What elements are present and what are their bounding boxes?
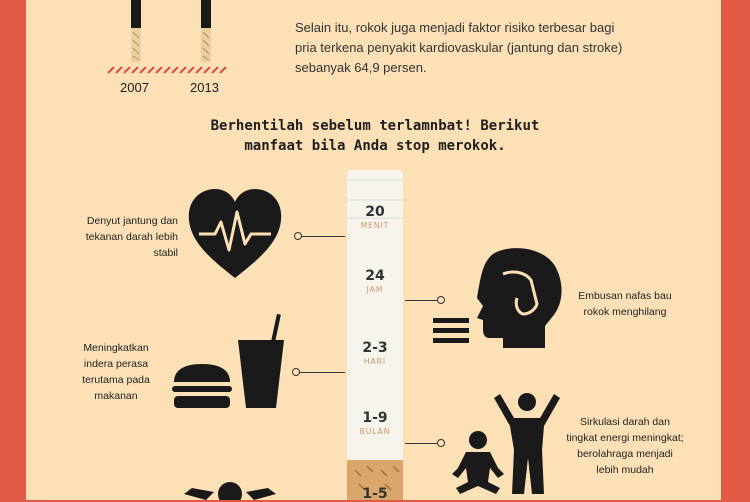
timeline-number: 1-5	[362, 486, 388, 502]
connector-dot	[292, 368, 300, 376]
head-breathing-icon	[433, 244, 568, 352]
connector-line	[298, 372, 345, 373]
headline-line: Berhentilah sebelum terlamnbat! Berikut	[210, 118, 540, 134]
year-label: 2013	[190, 80, 219, 95]
timeline-number: 24	[365, 268, 385, 284]
timeline-number: 2-3	[362, 340, 388, 356]
connector-line	[300, 236, 345, 237]
baseline-bar	[108, 67, 230, 73]
headline-line: manfaat bila Anda stop merokok.	[244, 138, 506, 154]
timeline-number: 1-9	[362, 410, 388, 426]
connector-line	[405, 443, 441, 444]
cigarette-icon	[131, 0, 141, 62]
person-icon	[184, 478, 284, 500]
heart-pulse-icon	[185, 186, 285, 281]
intro-text: Selain itu, rokok juga menjadi faktor risiko terbesar bagi pria terkena penyakit kardiovaskular (jantung dan stroke) sebanyak 64,9 persen.	[295, 20, 623, 75]
cigarette-chart	[100, 0, 230, 80]
cigarette-icon	[201, 0, 211, 62]
timeline-unit: JAM	[366, 285, 384, 294]
benefit-taste: Meningkatkan indera perasa terutama pada makanan	[82, 342, 150, 402]
timeline-unit: BULAN	[359, 427, 391, 436]
benefit-breath: Embusan nafas bau rokok menghilang	[578, 290, 672, 318]
benefit-circulation: Sirkulasi darah dan tingkat energi meningkat; berolahraga menjadi lebih mudah	[566, 416, 684, 476]
headline	[130, 116, 620, 156]
exercise-icon	[452, 392, 562, 500]
timeline-number: 20	[365, 204, 385, 220]
benefit-heart: Denyut jantung dan tekanan darah lebih stabil	[85, 215, 178, 259]
connector-dot	[437, 439, 445, 447]
timeline-unit: HARI	[363, 357, 387, 366]
timeline-unit: MENIT	[360, 221, 390, 230]
connector-dot	[294, 232, 302, 240]
burger-drink-icon	[172, 314, 292, 410]
year-label: 2007	[120, 80, 149, 95]
